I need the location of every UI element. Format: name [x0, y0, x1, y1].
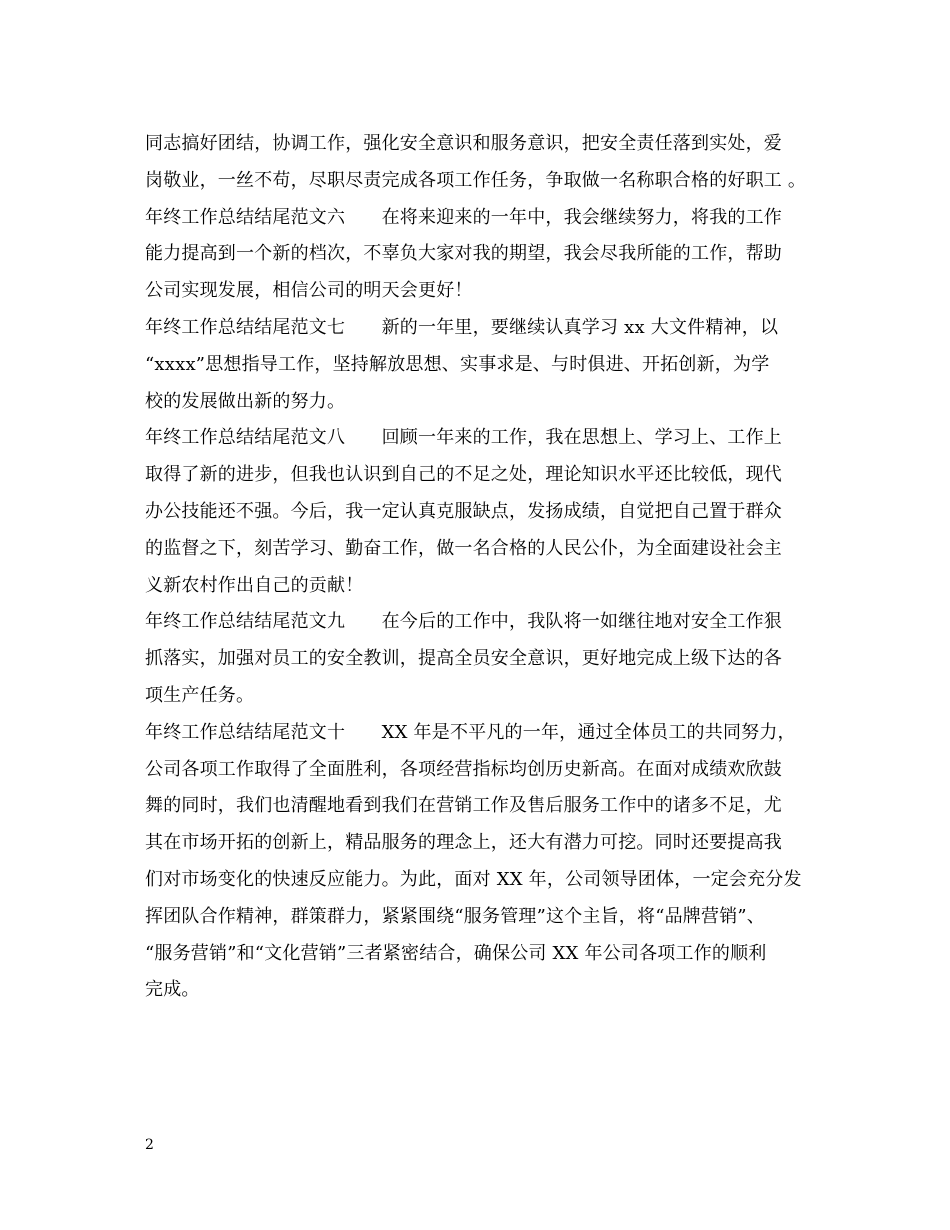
text-line: 项生产任务。	[145, 684, 255, 706]
page-number: 2	[145, 1137, 154, 1153]
text-line: 抓落实，加强对员工的安全教训，提高全员安全意识，更好地完成上级下达的各	[145, 648, 782, 670]
text-line: 的监督之下，刻苦学习、勤奋工作，做一名合格的人民公仆，为全面建设社会主	[145, 537, 782, 559]
text-line: 校的发展做出新的努力。	[145, 390, 346, 412]
text-line: 完成。	[145, 979, 200, 1001]
text-line: 挥团队合作精神，群策群力，紧紧围绕“服务管理”这个主旨，将“品牌营销”、	[145, 905, 766, 927]
text-line: 公司实现发展，相信公司的明天会更好！	[145, 280, 473, 302]
text-line: 义新农村作出自己的贡献！	[145, 574, 364, 596]
body-text	[145, 126, 825, 1009]
section-heading-line: 年终工作总结结尾范文十 XX 年是不平凡的一年，通过全体员工的共同努力，	[145, 721, 796, 743]
text-line: 舞的同时，我们也清醒地看到我们在营销工作及售后服务工作中的诸多不足，尤	[145, 795, 782, 817]
text-line: 取得了新的进步，但我也认识到自己的不足之处，理论知识水平还比较低，现代	[145, 464, 782, 486]
section-heading-line: 年终工作总结结尾范文八 回顾一年来的工作，我在思想上、学习上、工作上	[145, 427, 782, 449]
text-line: “xxxx”思想指导工作，坚持解放思想、实事求是、与时俱进、开拓创新，为学	[145, 353, 770, 375]
text-line: 同志搞好团结，协调工作，强化安全意识和服务意识，把安全责任落到实处，爱	[145, 133, 782, 154]
section-heading-line: 年终工作总结结尾范文六 在将来迎来的一年中，我会继续努力，将我的工作	[145, 206, 782, 228]
text-line: 其在市场开拓的创新上，精品服务的理念上，还大有潜力可挖。同时还要提高我	[145, 832, 782, 854]
section-heading-line: 年终工作总结结尾范文九 在今后的工作中，我队将一如继往地对安全工作狠	[145, 611, 782, 633]
text-line: 公司各项工作取得了全面胜利，各项经营指标均创历史新高。在面对成绩欢欣鼓	[145, 758, 782, 780]
section-heading-line: 年终工作总结结尾范文七 新的一年里，要继续认真学习 xx 大文件精神，以	[145, 316, 779, 338]
text-line: “服务营销”和“文化营销”三者紧密结合，确保公司 XX 年公司各项工作的顺利	[145, 942, 767, 964]
text-line: 们对市场变化的快速反应能力。为此，面对 XX 年，公司领导团体，一定会充分发	[145, 868, 802, 890]
text-line: 能力提高到一个新的档次，不辜负大家对我的期望，我会尽我所能的工作，帮助	[145, 243, 782, 265]
text-line: 办公技能还不强。今后，我一定认真克服缺点，发扬成绩，自觉把自己置于群众	[145, 500, 782, 522]
text-line: 岗敬业，一丝不苟，尽职尽责完成各项工作任务，争取做一名称职合格的好职工 。	[145, 169, 807, 191]
